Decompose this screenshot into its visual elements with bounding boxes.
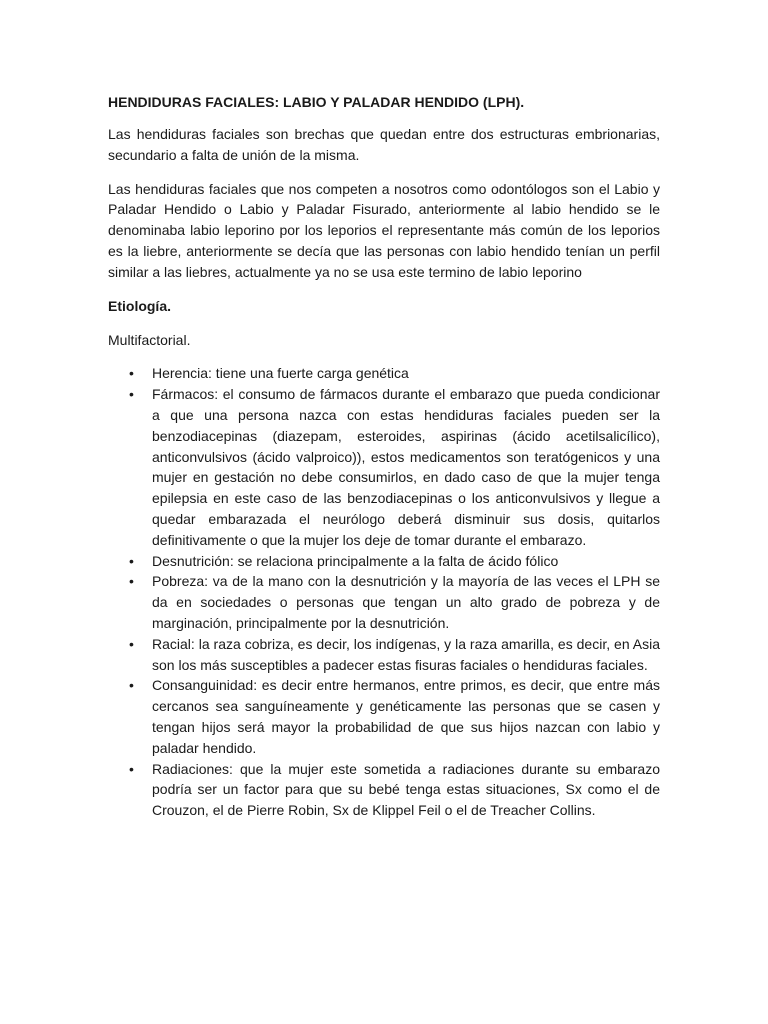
intro-paragraph: Las hendiduras faciales son brechas que quedan entre dos estructuras embrionarias, secundario a falta de unión de la misma.	[108, 126, 660, 163]
bullet-icon: •	[129, 573, 134, 590]
list-item	[108, 634, 660, 676]
list-item-text: Fármacos: el consumo de fármacos durante el embarazo que pueda condicionar a que una persona nazca con estas hendiduras faciales pueden ser la benzodiacepinas (diazepam, esteroides, aspirinas (ácido acetilsalicílico), anticonvulsivos (ácido valproico)), estos medicamentos son teratógenicos y una mujer en gestación no debe consumirlos, en dado caso de que la mujer tenga epilepsia en este caso de las benzodiacepinas o los anticonvulsivos y llegue a quedar embarazada el neurólogo deberá disminuir sus dosis, quitarlos definitivamente o que la mujer los deje de tomar durante el embarazo.	[152, 386, 660, 548]
description-paragraph: Las hendiduras faciales que nos competen a nosotros como odontólogos son el Labio y Paladar Hendido o Labio y Paladar Fisurado, anteriormente al labio hendido se le denominaba labio leporino por los leporios el representante más común de los leporios es la liebre, anteriormente se decía que las personas con labio hendido tenían un perfil similar a las liebres, actualmente ya no se usa este termino de labio leporino	[108, 180, 660, 280]
bullet-icon: •	[129, 386, 134, 403]
list-item-text: Radiaciones: que la mujer este sometida a radiaciones durante su embarazo podría ser un factor para que su bebé tenga estas situaciones, Sx como el de Crouzon, el de Pierre Robin, Sx de Klippel Feil o el de Treacher Collins.	[152, 760, 660, 819]
etiology-list	[108, 363, 660, 821]
bullet-icon: •	[129, 365, 134, 382]
list-item	[108, 551, 660, 572]
list-item	[108, 363, 660, 384]
list-item-text: Desnutrición: se relaciona principalmente a la falta de ácido fólico	[152, 552, 559, 569]
bullet-icon: •	[129, 677, 134, 694]
list-item	[108, 571, 660, 633]
list-item-text: Consanguinidad: es decir entre hermanos, entre primos, es decir, que entre más cercanos sea sanguíneamente y genéticamente las personas que se casen y tengan hijos será mayor la probabilidad de que sus hijos nazcan con labio y paladar hendido.	[152, 677, 660, 756]
list-item	[108, 675, 660, 758]
list-item	[108, 384, 660, 550]
etiology-heading: Etiología.	[108, 297, 171, 314]
list-item-text: Racial: la raza cobriza, es decir, los indígenas, y la raza amarilla, es decir, en Asia son los más susceptibles a padecer estas fisuras faciales o hendiduras faciales.	[152, 635, 660, 673]
etiology-intro: Multifactorial.	[108, 331, 191, 348]
document-title: HENDIDURAS FACIALES: LABIO Y PALADAR HENDIDO (LPH).	[108, 94, 525, 110]
bullet-icon: •	[129, 635, 134, 652]
bullet-icon: •	[129, 552, 134, 569]
list-item	[108, 759, 660, 821]
bullet-icon: •	[129, 760, 134, 777]
list-item-text: Pobreza: va de la mano con la desnutrición y la mayoría de las veces el LPH se da en sociedades o personas que tengan un alto grado de pobreza y de marginación, principalmente por la desnutrición.	[152, 573, 660, 631]
list-item-text: Herencia: tiene una fuerte carga genética	[152, 365, 409, 382]
